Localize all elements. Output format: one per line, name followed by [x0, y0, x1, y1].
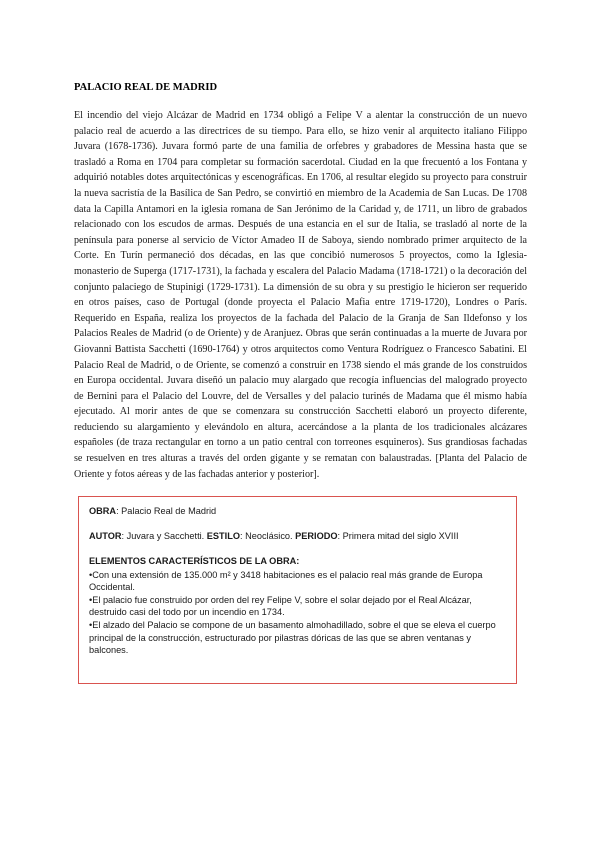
- periodo-label: PERIODO: [295, 531, 338, 542]
- autor-line: [89, 530, 506, 543]
- list-item: •El palacio fue construido por orden del rey Felipe V, sobre el solar dejado por el Real Alcázar, destruido casi del todo por un incendio en 1734.: [89, 594, 472, 618]
- autor-value: : Juvara y Sacchetti.: [121, 531, 205, 542]
- obra-label: OBRA: [89, 506, 117, 516]
- obra-value: : Palacio Real de Madrid: [116, 506, 217, 516]
- periodo-value: : Primera mitad del siglo XVIII: [337, 531, 459, 542]
- characteristics-list: [89, 569, 506, 657]
- summary-box: [78, 496, 517, 684]
- list-item: •El alzado del Palacio se compone de un basamento almohadillado, sobre el que se eleva el cuerpo principal de la construcción, estructurado por pilastras dóricas de las que se abren ventanas y balcones.: [89, 619, 496, 656]
- elementos-heading: ELEMENTOS CARACTERÍSTICOS DE LA OBRA:: [89, 556, 300, 567]
- body-paragraph: El incendio del viejo Alcázar de Madrid en 1734 obligó a Felipe V a alentar la construcción de un nuevo palacio real de acuerdo a las directrices de su tiempo. Para ello, se hizo venir al arquitecto italiano Filippo Juvara (1678-1736). Juvara formó parte de una familia de orfebres y grabadores de Messina hasta que se trasladó a Roma en 1704 para completar su formación sacerdotal. Ciudad en la que frecuentó a los Fontana y adquirió notables dotes arquitectónicas y escenográficas. En 1706, al resultar elegido su proyecto para construir la nueva sacristía de la Basílica de San Pedro, se convirtió en miembro de la Academia de San Lucas. De 1708 data la Capilla Antamori en la iglesia romana de San Jerónimo de la Caridad y, de 1711, un libro de grabados relacionado con los escudos de armas. Después de una estancia en el sur de Italia, se trasladó al norte de la península para ponerse al servicio de Víctor Amadeo II de Saboya, siendo nombrado primer arquitecto de la Corte. En Turín permaneció dos décadas, en las que concibió numerosos 5 proyectos, como la Iglesia-monasterio de Superga (1717-1731), la fachada y escalera del Palacio Madama (1718-1721) o la decoración del conjunto palaciego de Stupinigi (1729-1731). La dimensión de su obra y su prestigio le hicieron ser requerido en otros países, caso de Portugal (donde proyecta el Palacio Mafia entre 1719-1720), Londres o París. Requerido en España, realiza los proyectos de la fachada del Palacio de la Granja de San Ildefonso y los Palacios Reales de Madrid (o de Oriente) y de Aranjuez. Obras que serán continuadas a la muerte de Juvara por Giovanni Battista Sacchetti (1690-1764) y otros arquitectos como Ventura Rodríguez o Francesco Sabatini. El Palacio Real de Madrid, o de Oriente, se comenzó a construir en 1738 siendo el más grande de los construidos en Europa occidental. Juvara diseñó un palacio muy alargado que recogía influencias del malogrado proyecto de Bernini para el Palacio del Louvre, del de Versalles y del palacio turinés de Madama que él mismo había ejecutado. Al morir antes de que se comenzara su construcción Sacchetti elaboró un proyecto diferente, reduciendo su alargamiento y elevándolo en altura, acercándose a la planta de los tradicionales alcázares españoles (de traza rectangular en torno a un patio central con torreones esquineros). Sus grandiosas fachadas se resuelven en tres alturas a través del orden gigante y se rematan con balaustradas. [Planta del Palacio de Oriente y fotos aéreas y de las fachadas anterior y posterior].: [74, 110, 527, 480]
- autor-label: AUTOR: [89, 531, 122, 542]
- page-title: PALACIO REAL DE MADRID: [74, 82, 218, 93]
- estilo-label: ESTILO: [206, 531, 240, 542]
- obra-line: [89, 505, 506, 518]
- list-item: •Con una extensión de 135.000 m² y 3418 habitaciones es el palacio real más grande de Europa Occidental.: [89, 569, 483, 593]
- estilo-value: : Neoclásico.: [239, 531, 293, 542]
